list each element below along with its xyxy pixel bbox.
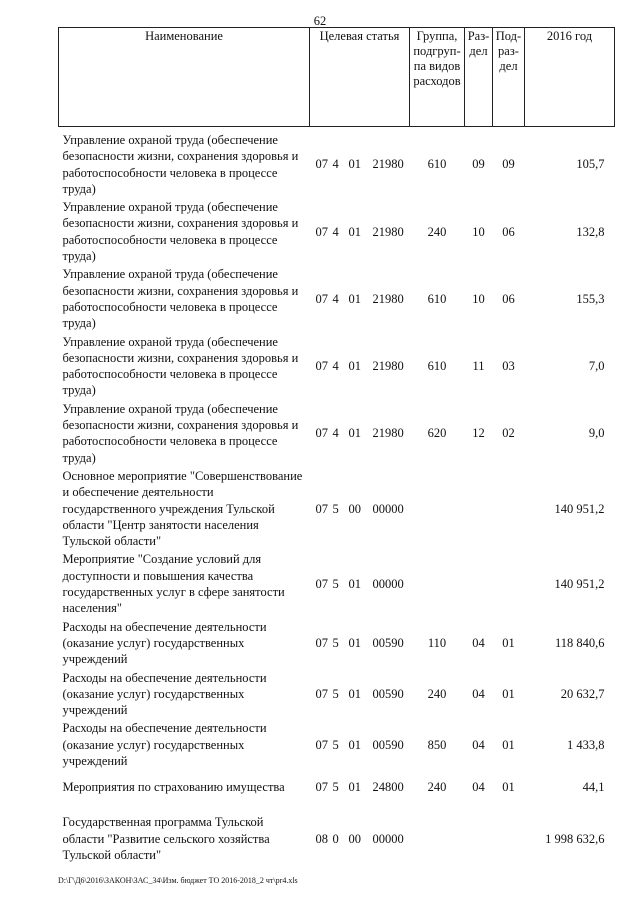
target-article-part: 01 <box>348 686 361 701</box>
row-target-article <box>310 197 410 264</box>
row-amount: 118 840,6 <box>554 635 605 650</box>
target-article-part: 21980 <box>372 157 404 172</box>
row-target-article <box>310 617 410 668</box>
target-article-part: 00 <box>348 831 361 846</box>
target-article-part: 01 <box>348 635 361 650</box>
table-row <box>59 668 615 719</box>
row-amount: 1 433,8 <box>567 737 605 752</box>
row-expense-group: 850 <box>427 737 447 752</box>
target-article-part: 5 <box>332 780 339 795</box>
row-name: Основное мероприятие "Совершенствование и обеспечение деятельности государственного учреждения Тульской области "Центр занятости населения Тульской области" <box>62 468 303 549</box>
row-amount: 155,3 <box>576 291 605 306</box>
page-number: 62 <box>313 14 327 28</box>
row-amount: 140 951,2 <box>554 576 605 591</box>
row-section: 09 <box>472 157 485 172</box>
row-expense-group <box>410 466 465 549</box>
row-name: Управление охраной труда (обеспечение безопасности жизни, сохранения здоровья и работоспособности человека в процессе труда) <box>62 133 299 196</box>
row-subsection: 01 <box>502 780 515 795</box>
target-article-part: 4 <box>332 157 339 172</box>
table-row <box>59 332 615 399</box>
row-expense-group: 610 <box>427 291 447 306</box>
row-expense-group: 240 <box>427 780 447 795</box>
row-name: Государственная программа Тульской области "Развитие сельского хозяйства Тульской области" <box>62 815 270 862</box>
row-target-article <box>310 718 410 769</box>
target-article-part: 21980 <box>372 291 404 306</box>
row-target-article <box>310 332 410 399</box>
row-name: Управление охраной труда (обеспечение безопасности жизни, сохранения здоровья и работоспособности человека в процессе труда) <box>62 200 299 264</box>
target-article-part: 01 <box>348 737 361 752</box>
target-article-part: 5 <box>332 686 339 701</box>
target-article-part: 07 <box>315 780 328 795</box>
target-article-part: 5 <box>332 635 339 650</box>
row-subsection: 06 <box>502 291 515 306</box>
row-target-article <box>310 264 410 331</box>
target-article-part: 01 <box>348 426 361 441</box>
row-subsection: 01 <box>502 737 515 752</box>
target-article-part: 01 <box>348 359 361 373</box>
row-expense-group: 620 <box>427 426 447 441</box>
target-article-part: 5 <box>332 737 339 752</box>
header-name: Наименование <box>59 28 310 127</box>
target-article-part: 07 <box>315 686 328 701</box>
budget-table <box>58 27 615 863</box>
table-row <box>59 769 615 802</box>
target-article-part: 01 <box>348 576 361 591</box>
target-article-part: 00590 <box>372 635 404 650</box>
row-name: Управление охраной труда (обеспечение безопасности жизни, сохранения здоровья и работоспособности человека в процессе труда) <box>62 401 299 465</box>
target-article-part: 21980 <box>372 359 404 373</box>
row-name: Мероприятие "Создание условий для доступности и повышения качества государственных услуг в сфере занятости населения" <box>62 552 285 616</box>
target-article-part: 07 <box>315 359 328 373</box>
target-article-part: 0 <box>332 831 339 846</box>
row-amount: 105,7 <box>576 157 605 172</box>
target-article-part: 01 <box>348 224 361 239</box>
row-section: 04 <box>472 737 485 752</box>
row-name: Расходы на обеспечение деятельности (оказание услуг) государственных учреждений <box>62 670 267 718</box>
target-article-part: 07 <box>315 501 328 516</box>
row-section <box>465 549 493 616</box>
target-article-part: 07 <box>315 576 328 591</box>
target-article-part: 00590 <box>372 737 404 752</box>
row-section: 10 <box>472 291 485 306</box>
row-expense-group: 110 <box>427 635 447 650</box>
header-row <box>59 28 615 127</box>
target-article-part: 00000 <box>372 576 404 591</box>
target-article-part: 4 <box>332 359 339 373</box>
target-article-part: 07 <box>315 426 328 441</box>
row-section: 04 <box>472 635 485 650</box>
row-subsection <box>493 549 525 616</box>
target-article-part: 07 <box>315 291 328 306</box>
target-article-part: 07 <box>315 157 328 172</box>
row-subsection: 06 <box>502 224 515 239</box>
row-section: 04 <box>472 686 485 701</box>
row-subsection <box>493 466 525 549</box>
row-expense-group: 610 <box>427 359 447 373</box>
target-article-part: 24800 <box>372 780 404 795</box>
row-expense-group <box>410 549 465 616</box>
footer-file-path: D:\Г\Д6\2016\ЗАКОН\ЗАС_34\Изм. бюджет ТО 2016-2018_2 чт\pr4.xls <box>58 876 298 885</box>
row-target-article <box>310 399 410 466</box>
row-expense-group <box>410 802 465 863</box>
target-article-part: 00000 <box>372 501 404 516</box>
target-article-part: 01 <box>348 291 361 306</box>
row-name: Расходы на обеспечение деятельности (оказание услуг) государственных учреждений <box>62 619 267 667</box>
header-year: 2016 год <box>525 28 615 127</box>
target-article-part: 07 <box>315 737 328 752</box>
row-subsection: 01 <box>502 635 515 650</box>
header-target-article: Целевая статья <box>310 28 410 127</box>
row-target-article <box>310 769 410 802</box>
row-amount: 140 951,2 <box>554 501 605 516</box>
table-row <box>59 617 615 668</box>
row-expense-group: 240 <box>427 686 447 701</box>
row-section: 10 <box>472 224 485 239</box>
row-subsection: 01 <box>502 686 515 701</box>
row-name: Управление охраной труда (обеспечение безопасности жизни, сохранения здоровья и работоспособности человека в процессе труда) <box>62 334 299 398</box>
target-article-part: 07 <box>315 224 328 239</box>
row-subsection <box>493 802 525 863</box>
table-row <box>59 127 615 198</box>
row-amount: 20 632,7 <box>560 686 605 701</box>
target-article-part: 07 <box>315 635 328 650</box>
row-target-article <box>310 802 410 863</box>
table-row <box>59 399 615 466</box>
row-name: Расходы на обеспечение деятельности (оказание услуг) государственных учреждений <box>62 721 267 768</box>
row-section: 11 <box>472 359 485 373</box>
row-amount: 44,1 <box>582 780 605 795</box>
row-name: Мероприятия по страхованию имущества <box>62 780 285 795</box>
target-article-part: 21980 <box>372 224 404 239</box>
header-section: Раз- дел <box>465 28 493 127</box>
target-article-part: 5 <box>332 576 339 591</box>
row-name: Управление охраной труда (обеспечение безопасности жизни, сохранения здоровья и работоспособности человека в процессе труда) <box>62 267 299 331</box>
row-expense-group: 610 <box>427 157 447 172</box>
row-section: 04 <box>472 780 485 795</box>
target-article-part: 21980 <box>372 426 404 441</box>
row-section: 12 <box>472 426 485 441</box>
header-expense-group: Группа, подгруп- па видов расходов <box>410 28 465 127</box>
row-target-article <box>310 549 410 616</box>
target-article-part: 00000 <box>372 831 404 846</box>
row-amount: 1 998 632,6 <box>545 831 605 846</box>
row-target-article <box>310 466 410 549</box>
row-section <box>465 466 493 549</box>
table-row <box>59 549 615 616</box>
table-row <box>59 718 615 769</box>
row-subsection: 03 <box>502 359 515 373</box>
row-expense-group: 240 <box>427 224 447 239</box>
row-section <box>465 802 493 863</box>
row-target-article <box>310 127 410 198</box>
table-row <box>59 264 615 331</box>
table-row <box>59 466 615 549</box>
target-article-part: 01 <box>348 780 361 795</box>
row-amount: 7,0 <box>588 359 605 373</box>
target-article-part: 5 <box>332 501 339 516</box>
target-article-part: 00590 <box>372 686 404 701</box>
header-subsection: Под- раз- дел <box>493 28 525 127</box>
row-target-article <box>310 668 410 719</box>
row-amount: 132,8 <box>576 224 605 239</box>
target-article-part: 00 <box>348 501 361 516</box>
table-body <box>59 127 615 864</box>
row-subsection: 09 <box>502 157 515 172</box>
target-article-part: 4 <box>332 224 339 239</box>
table-row <box>59 197 615 264</box>
table-row <box>59 802 615 863</box>
target-article-part: 4 <box>332 291 339 306</box>
target-article-part: 4 <box>332 426 339 441</box>
row-amount: 9,0 <box>588 426 605 441</box>
row-subsection: 02 <box>502 426 515 441</box>
target-article-part: 01 <box>348 157 361 172</box>
target-article-part: 08 <box>315 831 328 846</box>
